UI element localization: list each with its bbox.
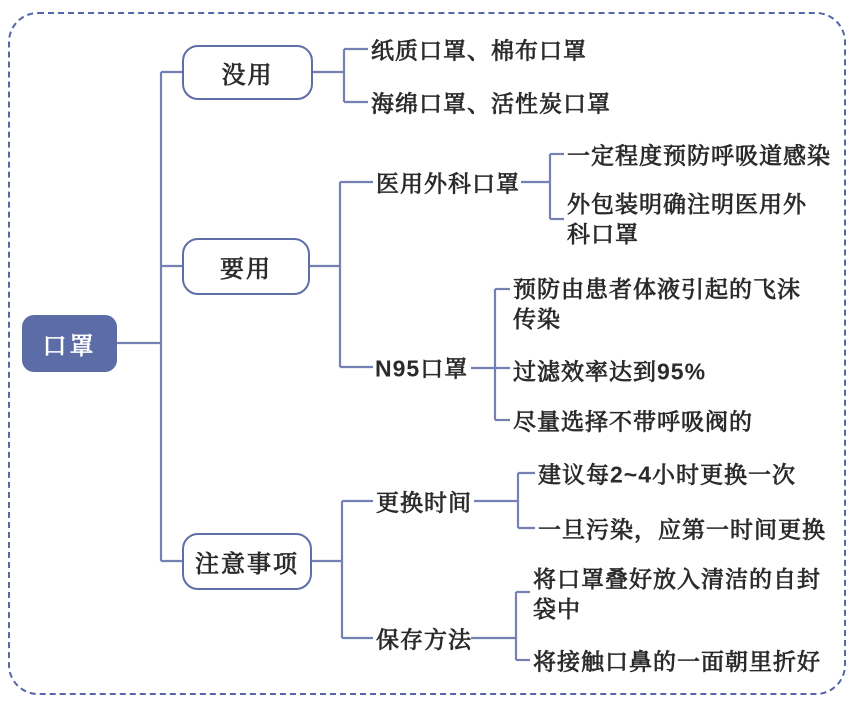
node-label-storage-method: 保存方法 (376, 626, 472, 653)
node-label-n95-mask: N95口罩 (375, 355, 469, 382)
branch-box-precautions (182, 533, 312, 590)
branch-box-must-use (182, 238, 310, 295)
branch-label-must-use: 要用 (220, 256, 272, 283)
leaf-fold-contact-side-inward: 将接触口鼻的一面朝里折好 (533, 648, 821, 675)
leaf-fold-into-ziplock-bag: 将口罩叠好放入清洁的自封袋中 (533, 566, 821, 622)
leaf-choose-no-valve: 尽量选择不带呼吸阀的 (513, 408, 753, 435)
leaf-package-labeled-surgical: 外包装明确注明医用外科口罩 (567, 191, 807, 247)
root-node-label: 口罩 (42, 333, 97, 360)
root-node-mask (22, 315, 117, 372)
node-label-surgical-mask: 医用外科口罩 (376, 170, 520, 197)
branch-label-useless: 没用 (221, 62, 274, 89)
leaf-replace-when-contaminated: 一旦污染，应第一时间更换 (538, 516, 826, 543)
node-label-replace-time: 更换时间 (376, 489, 472, 516)
branch-label-precautions: 注意事项 (195, 551, 299, 578)
leaf-paper-cotton-mask: 纸质口罩、棉布口罩 (371, 37, 587, 64)
leaf-prevent-respiratory-infection: 一定程度预防呼吸道感染 (567, 142, 831, 169)
leaf-prevent-droplet-transmission: 预防由患者体液引起的飞沫传染 (513, 276, 801, 332)
leaf-filter-efficiency-95: 过滤效率达到95% (513, 358, 707, 385)
leaf-replace-every-2-4-hours: 建议每2~4小时更换一次 (538, 461, 797, 488)
leaf-sponge-carbon-mask: 海绵口罩、活性炭口罩 (371, 90, 611, 117)
branch-box-useless (182, 45, 313, 100)
